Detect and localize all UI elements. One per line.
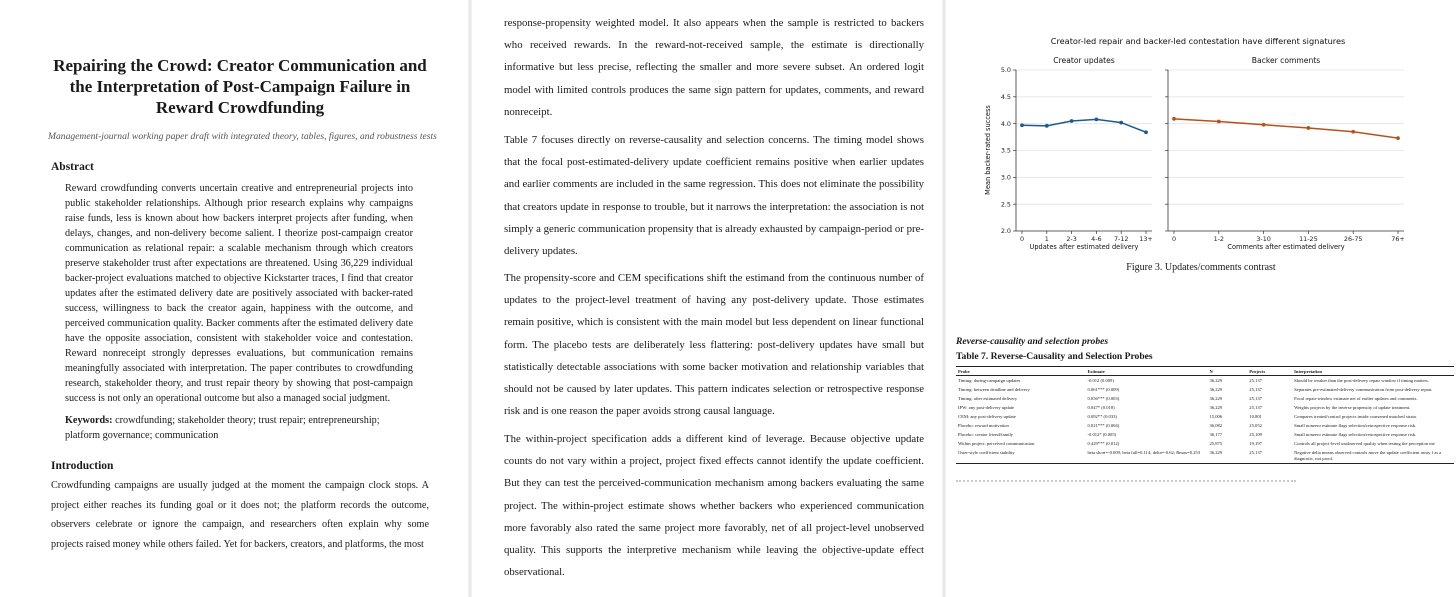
table-cell: Timing: during-campaign updates: [958, 378, 1021, 384]
table-row: [956, 376, 1454, 386]
panel-title: Backer comments: [1251, 56, 1321, 65]
table-cell: Should be weaker than the post-delivery repair window if timing matters.: [1294, 378, 1429, 384]
x-tick-label: 76+: [1391, 235, 1405, 243]
table-cell: 25,137: [1249, 387, 1262, 393]
table-cell: Within project: perceived communication: [958, 441, 1035, 447]
y-axis-label: Mean backer-rated success: [984, 105, 992, 195]
table-cell: Placebo: reward motivation: [958, 423, 1009, 429]
table-cell: 36,229: [1209, 387, 1223, 393]
chart-suptitle: Creator-led repair and backer-led contestation have different signatures: [1050, 36, 1346, 46]
table-row: [956, 394, 1454, 403]
table-cell: 36,229: [1209, 378, 1223, 384]
introduction-heading: Introduction: [51, 460, 114, 472]
table-cell: 25,875: [1209, 441, 1223, 447]
x-tick-label: 4-6: [1091, 235, 1102, 243]
x-tick-label: 13+: [1139, 235, 1153, 243]
page-1: [0, 0, 468, 597]
x-axis-label: Updates after estimated delivery: [1029, 243, 1139, 251]
table-caption: Table 7. Reverse-Causality and Selection Probes: [956, 351, 1153, 362]
table-cell: 19,197: [1249, 441, 1262, 447]
table-cell: 0.056*** (0.003): [1087, 396, 1120, 402]
page-3: [946, 0, 1456, 597]
table-row: [956, 448, 1454, 463]
data-point: [1307, 126, 1311, 130]
table-header-n: N: [1207, 367, 1247, 376]
figure-3-chart: [946, 0, 1456, 260]
table-cell: 25,109: [1249, 432, 1262, 438]
panel-backer-comments: [1165, 56, 1405, 251]
data-point: [1217, 120, 1221, 124]
data-point: [1070, 119, 1074, 123]
table-header-projects: Projects: [1247, 367, 1292, 376]
table-cell: 0.429*** (0.012): [1087, 441, 1120, 447]
body-paragraph: The propensity-score and CEM specifications shift the estimand from the continuous number of updates to the project-level treatment of having any post-delivery update. Those estimates remain positive, which is consistent with the main model but less dependent on linear functional form. The placebo tests are deliberately less flattering: post-delivery updates have small but statistically detectable associations with some backer motivation and relationship variables that should not be caused by later updates. This pattern indicates selection or retrospective response risk and is one reason the paper avoids strong causal language.: [504, 272, 924, 418]
x-tick-label: 0: [1019, 235, 1025, 243]
table-row: [956, 403, 1454, 412]
body-paragraph: response-propensity weighted model. It also appears when the sample is restricted to backers who received rewards. In the reward-not-received sample, the estimate is directionally informative but less precise, reflecting the smaller and more severe subset. An ordered logit model with limited controls produces the same sign pattern for updates, comments, and reward nonreceipt.: [504, 17, 924, 118]
table-cell: 25,052: [1249, 423, 1262, 429]
table-cell: 25,137: [1249, 378, 1262, 384]
paper-title: Repairing the Crowd: Creator Communication and the Interpretation of Post-Campaign Failure in Reward Crowdfunding: [53, 56, 427, 117]
table-cell: Timing: after estimated delivery: [958, 396, 1018, 402]
table-cell: beta short=-0.009; beta full=0.114; delta=-0.62; Rmax=0.253: [1085, 448, 1207, 463]
x-tick-label: 0: [1171, 235, 1177, 243]
table-header-interpretation: Interpretation: [1292, 367, 1454, 376]
data-point: [1262, 123, 1266, 127]
x-tick-label: 2-3: [1066, 235, 1077, 243]
table-cell: Oster-style coefficient stability: [956, 448, 1085, 463]
section-heading: Reverse-causality and selection probes: [956, 336, 1109, 347]
table-cell: CEM: any post-delivery update: [958, 414, 1016, 420]
table-cell: Placebo: creator friend/family: [958, 432, 1014, 438]
data-point: [1172, 117, 1176, 121]
table-row: [956, 430, 1454, 439]
table-cell: 36,229: [1207, 448, 1247, 463]
y-tick-label: 4.5: [1000, 93, 1011, 102]
table-cell: Focal repair-window estimate net of earlier updates and comments.: [1294, 396, 1418, 402]
table-cell: 36,229: [1209, 396, 1223, 402]
table-cell: 25,137: [1249, 396, 1262, 402]
table-cell: 10,801: [1249, 414, 1262, 420]
table-cell: 0.047* (0.018): [1087, 405, 1115, 411]
table-cell: Separates pre-estimated-delivery communication from post-delivery repair.: [1294, 387, 1433, 393]
table-row: [956, 412, 1454, 421]
table-row: [956, 439, 1454, 448]
table-cell: 0.092** (0.033): [1087, 414, 1117, 420]
table-cell: 36,082: [1209, 423, 1223, 429]
table-cell: Small nonzero estimate flags selection/retrospective response risk.: [1294, 432, 1417, 438]
table-cell: Timing: between deadline and delivery: [958, 387, 1030, 393]
abstract-heading: Abstract: [51, 161, 94, 173]
introduction-text: Crowdfunding campaigns are usually judged at the moment the campaign clock stops. A project either reaches its funding goal or it does not; the platform records the outcome, observers celebrate or ignore the campaign, and researchers often explain why some projects raised money while others failed. Yet for backers, creators, and platforms, the most: [51, 480, 429, 550]
x-tick-label: 7-12: [1113, 235, 1129, 243]
panel-creator-updates: [1001, 56, 1153, 251]
table-row: [956, 421, 1454, 430]
body-paragraph: The within-project specification adds a different kind of leverage. Because objective update counts do not vary within a project, project fixed effects cannot identify the update coefficient. But they can test the perceived-communication mechanism among backers evaluating the same project. The within-project estimate shows whether backers who experienced communication more favorably also rated the same project more favorably, net of all project-level unobserved quality. This supports the interpretive mechanism while leaving the objective-update effect observational.: [504, 433, 924, 579]
panel-title: Creator updates: [1053, 56, 1115, 65]
table-row: [956, 385, 1454, 394]
x-tick-label: 26-75: [1343, 235, 1363, 243]
table-cell: 0.061*** (0.009): [1087, 387, 1120, 393]
x-tick-label: 1-2: [1213, 235, 1225, 243]
x-tick-label: 1: [1044, 235, 1049, 243]
keywords-text: crowdfunding; stakeholder theory; trust repair; entrepreneurship; platform governance; communication: [65, 415, 380, 441]
keywords: [65, 413, 413, 443]
table-cell: -0.012 (0.009): [1087, 378, 1114, 384]
table-cell: 36,229: [1209, 405, 1223, 411]
data-point: [1020, 123, 1024, 127]
table-cell: Negative delta means observed controls move the update coefficient away f as a diagnostic, not proof.: [1292, 448, 1454, 463]
page-2: [472, 0, 942, 597]
table-cell: Weights projects by the inverse propensity of update treatment.: [1294, 405, 1411, 411]
y-tick-label: 3.5: [1000, 146, 1011, 155]
y-tick-label: 2.0: [1000, 227, 1011, 236]
x-tick-label: 3-10: [1256, 235, 1271, 243]
table-cell: Compares treated/control projects inside coarsened matched strata.: [1294, 414, 1417, 420]
series-line: [1174, 119, 1398, 138]
table-cell: 25,137: [1249, 405, 1262, 411]
series-line: [1022, 119, 1146, 132]
y-tick-label: 2.5: [1000, 200, 1011, 209]
table-header-probe: Probe: [956, 367, 1085, 376]
data-point: [1119, 121, 1123, 125]
data-point: [1144, 130, 1148, 134]
body-paragraph: Table 7 focuses directly on reverse-causality and selection concerns. The timing model shows that the focal post-estimated-delivery update coefficient remains positive when earlier updates and earlier comments are included in the same regression. This does not eliminate the possibility that creators update in response to trouble, but it narrows the interpretation: the association is not simply a generic communication propensity that is already exhausted by campaign-period or pre-delivery updates.: [504, 134, 924, 258]
y-tick-label: 4.0: [1000, 119, 1011, 128]
table-cell: Small nonzero estimate flags selection/retrospective response risk.: [1294, 423, 1417, 429]
table-cell: Controls all project-level unobserved quality when testing the perception me: [1294, 441, 1435, 447]
table-header-estimate: Estimate: [1085, 367, 1207, 376]
table-cell: 25,137: [1247, 448, 1292, 463]
y-tick-label: 5.0: [1000, 66, 1011, 75]
table-7: [956, 366, 1454, 464]
table-cell: -0.012* (0.005): [1087, 432, 1117, 438]
table-cell: 0.021*** (0.004): [1087, 423, 1120, 429]
table-note: [956, 480, 1296, 486]
data-point: [1095, 117, 1099, 121]
table-cell: 36,177: [1209, 432, 1223, 438]
table-cell: 15,006: [1209, 414, 1223, 420]
y-tick-label: 3.0: [1000, 173, 1011, 182]
data-point: [1045, 124, 1049, 128]
data-point: [1396, 136, 1400, 140]
table-cell: IPW: any post-delivery update: [958, 405, 1015, 411]
table-header-row: [956, 367, 1454, 376]
x-axis-label: Comments after estimated delivery: [1227, 243, 1345, 251]
abstract-text: Reward crowdfunding converts uncertain creative and entrepreneurial projects into public stakeholder relationships. Although prior research explains why campaigns raise funds, less is known about how backers interpret projects after funding, when delays, changes, and non-delivery become salient. I theorize post-campaign creator communication as relational repair: a scalable mechanism through which creators preserve stakeholder trust after expectations are threatened. Using 36,229 individual backer-project evaluations matched to objective Kickstarter traces, I find that creator updates after the estimated delivery date are positively associated with backer-rated success, willingness to back the creator again, happiness with the outcome, and perceived communication quality. Backer comments after the estimated delivery date have the opposite association, consistent with stakeholder voice and contestation. Reward nonreceipt strongly depresses evaluations, but communication remains meaningfully associated with interpretation. The paper contributes to crowdfunding research, stakeholder theory, and trust repair theory by showing that post-campaign success is not only an operational outcome but also a managed social judgment.: [65, 183, 413, 404]
figure-caption: Figure 3. Updates/comments contrast: [1126, 262, 1276, 273]
x-tick-label: 11-25: [1299, 235, 1318, 243]
data-point: [1351, 130, 1355, 134]
paper-subtitle: Management-journal working paper draft with integrated theory, tables, figures, and robustness tests: [48, 131, 437, 142]
keywords-label: Keywords:: [65, 415, 113, 426]
